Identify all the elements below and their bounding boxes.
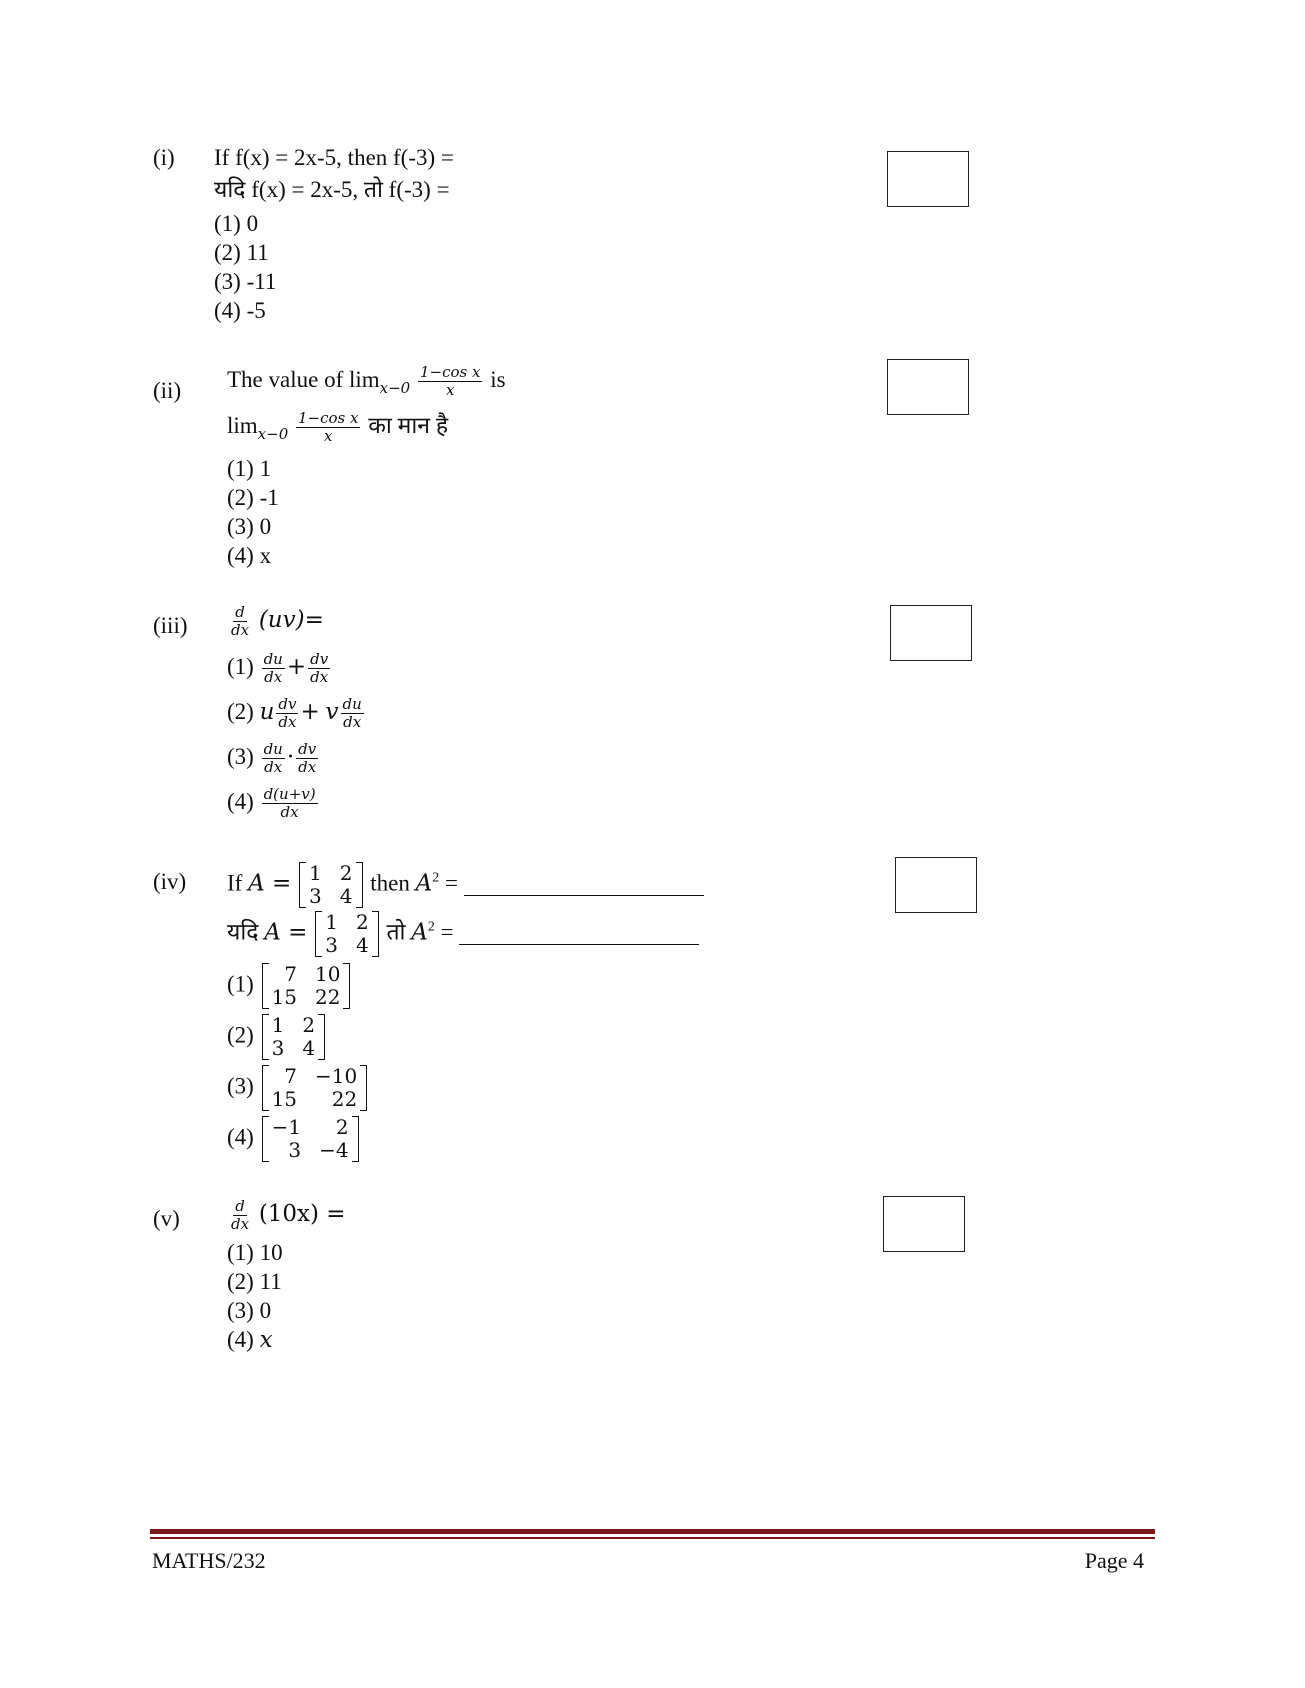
fraction [276, 696, 298, 731]
question-text-hi: यदि f(x) = 2x-5, तो f(-3) = [214, 177, 450, 202]
cell: 4 [302, 1036, 316, 1060]
cell: 2 [335, 1115, 349, 1139]
option-3: (3) 0 [227, 1298, 272, 1323]
option-2: (2) 11 [214, 240, 269, 265]
frac-den: dx [310, 668, 329, 686]
fraction [341, 696, 364, 731]
frac-den: dx [231, 621, 250, 639]
question-text-hi [227, 911, 699, 957]
fraction [262, 741, 285, 776]
cell: −10 [315, 1064, 358, 1088]
option-label: (2) [227, 1022, 254, 1048]
frac-den: dx [280, 803, 299, 821]
option-2 [227, 696, 366, 731]
answer-box[interactable] [887, 151, 969, 207]
option-1: (1) 1 [227, 456, 272, 481]
frac-num: dv [310, 650, 329, 668]
cell: 3 [325, 933, 338, 957]
footer-rule-thin [150, 1537, 1155, 1539]
frac-den: dx [298, 758, 317, 776]
frac-num: d [235, 1197, 245, 1215]
a-squared: A [411, 919, 428, 946]
fraction [296, 741, 318, 776]
option-2: (2) -1 [227, 485, 279, 510]
frac-num: dv [278, 695, 297, 713]
cell: 2 [355, 910, 369, 934]
matrix-a [315, 911, 378, 957]
derivative-operator [229, 604, 251, 639]
dot-operator: · [286, 743, 295, 770]
question-text-en [227, 364, 506, 402]
cell: 15 [271, 1087, 298, 1111]
option-3: (3) -11 [214, 269, 277, 294]
question-stem [227, 604, 324, 639]
frac-den: dx [231, 1215, 250, 1233]
equals-sign: = [444, 870, 458, 896]
var-v: v [325, 698, 339, 725]
question-number: (v) [153, 1206, 180, 1231]
footer-course-code: MATHS/232 [152, 1548, 266, 1573]
cell: 3 [288, 1138, 302, 1162]
cell: 10 [315, 962, 341, 986]
frac-den: dx [278, 713, 297, 731]
cell: 2 [339, 861, 353, 885]
if-text: यदि [227, 919, 259, 945]
fraction [262, 786, 318, 821]
lim-subscript: x−0 [379, 378, 411, 397]
option-label: (4) [227, 788, 254, 814]
option-1: (1) 10 [227, 1240, 283, 1265]
frac-num: d [235, 603, 245, 621]
fraction-numerator: 1−cos x [419, 363, 481, 381]
cell: 22 [331, 1087, 358, 1111]
cell: 4 [339, 884, 353, 908]
frac-num: du [342, 695, 362, 713]
question-number: (iv) [153, 869, 187, 894]
cell: 1 [309, 861, 322, 885]
exponent: 2 [432, 870, 440, 886]
then-text: then [370, 870, 410, 896]
option-label: (3) [227, 1073, 254, 1099]
frac-num: du [263, 740, 283, 758]
fraction [262, 651, 285, 686]
option-4: (4) -5 [214, 298, 266, 323]
fraction [296, 410, 360, 445]
frac-num: d(u+v) [263, 785, 316, 803]
fraction [308, 651, 330, 686]
option-2: (2) 11 [227, 1269, 282, 1294]
option-3 [227, 741, 320, 776]
question-number: (i) [153, 145, 175, 170]
frac-den: dx [264, 758, 283, 776]
frac-den: dx [264, 668, 283, 686]
answer-box[interactable] [890, 605, 972, 661]
option-1 [227, 651, 332, 686]
option-4 [227, 1326, 273, 1354]
lim-subscript: x−0 [257, 424, 289, 443]
plus-sign: + [300, 698, 320, 725]
option-matrix [262, 963, 351, 1009]
option-4 [227, 786, 320, 821]
option-matrix [262, 1065, 368, 1111]
matrix-a [299, 862, 362, 908]
cell: −4 [319, 1138, 349, 1162]
option-3 [227, 1065, 369, 1111]
option-1: (1) 0 [214, 211, 259, 236]
answer-box[interactable] [883, 1196, 965, 1252]
lim-text: The value of lim [227, 366, 380, 392]
option-label: (4) [227, 1327, 254, 1352]
option-4: (4) x [227, 543, 272, 568]
frac-den: dx [343, 713, 362, 731]
question-stem [227, 1198, 346, 1233]
lim-text: lim [227, 412, 258, 438]
frac-num: dv [298, 740, 317, 758]
equals-sign: = [440, 919, 454, 945]
hindi-suffix: का मान है [368, 412, 449, 438]
option-matrix [262, 1116, 359, 1162]
option-label: (4) [227, 1124, 254, 1150]
cell: 22 [315, 985, 341, 1009]
cell: 1 [271, 1013, 285, 1037]
cell: 3 [309, 884, 322, 908]
option-label: (1) [227, 653, 254, 679]
cell: 3 [271, 1036, 285, 1060]
option-value: x [259, 1327, 273, 1353]
answer-blank [459, 924, 699, 945]
stem-expression: (10x) = [258, 1200, 346, 1227]
option-label: (1) [227, 971, 254, 997]
cell: 15 [271, 985, 298, 1009]
fraction-denominator: x [324, 427, 333, 445]
matrix-name: A = [248, 870, 292, 897]
a-squared: A [415, 870, 433, 897]
if-text: If [227, 870, 243, 896]
cell: 1 [325, 910, 338, 934]
option-1 [227, 963, 352, 1009]
stem-expression: (uv)= [258, 606, 324, 633]
option-2 [227, 1014, 327, 1060]
option-4 [227, 1116, 361, 1162]
answer-box[interactable] [887, 359, 969, 415]
answer-box[interactable] [895, 857, 977, 913]
footer-rule-thick [150, 1529, 1155, 1534]
derivative-operator [229, 1198, 251, 1233]
cell: −1 [271, 1115, 302, 1139]
question-text-hi [227, 410, 448, 448]
question-text-en [227, 862, 704, 908]
var-u: u [259, 698, 275, 725]
question-number: (ii) [153, 378, 182, 403]
fraction-numerator: 1−cos x [298, 409, 359, 427]
option-label: (3) [227, 743, 254, 769]
question-number: (iii) [153, 613, 188, 638]
option-label: (2) [227, 698, 254, 724]
fraction [418, 364, 482, 399]
question-text-en: If f(x) = 2x-5, then f(-3) = [214, 145, 454, 170]
exponent: 2 [427, 919, 435, 935]
matrix-name: A = [264, 919, 308, 946]
then-text: तो [386, 919, 406, 945]
cell: 4 [355, 933, 369, 957]
is-text: is [490, 366, 506, 392]
footer-page-number: Page 4 [1084, 1548, 1144, 1573]
frac-num: du [263, 650, 283, 668]
plus-sign: + [286, 653, 307, 680]
option-matrix [262, 1014, 325, 1060]
answer-blank [464, 875, 704, 896]
cell: 7 [284, 962, 298, 986]
cell: 7 [284, 1064, 298, 1088]
fraction-denominator: x [445, 381, 455, 399]
option-3: (3) 0 [227, 514, 272, 539]
cell: 2 [302, 1013, 316, 1037]
